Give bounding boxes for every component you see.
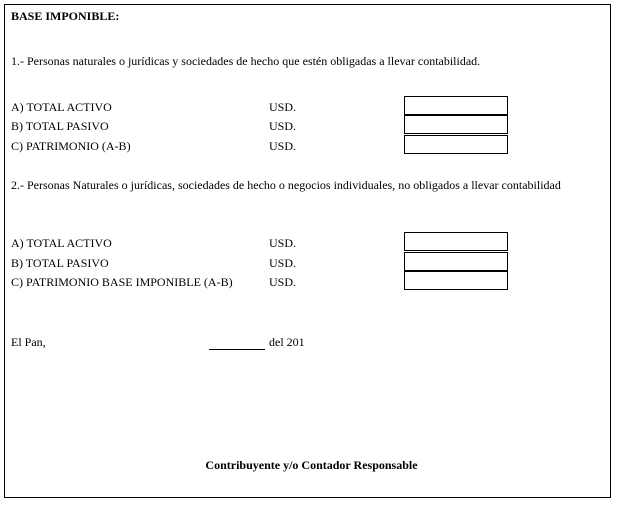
section-2-row-label: B) TOTAL PASIVO [11, 256, 109, 270]
total-activo-2-field[interactable] [404, 232, 508, 251]
section-1-heading: 1.- Personas naturales o jurídicas y sociedades de hecho que estén obligadas a llevar contabilidad. [11, 54, 481, 68]
patrimonio-1-field[interactable] [404, 135, 508, 154]
section-1-row-currency: USD. [269, 139, 297, 153]
section-1-row-label: A) TOTAL ACTIVO [11, 100, 112, 114]
section-1-row-label: C) PATRIMONIO (A-B) [11, 139, 131, 153]
section-2-row-currency: USD. [269, 256, 297, 270]
place-label: El Pan, [11, 335, 46, 349]
total-pasivo-1-field[interactable] [404, 115, 508, 134]
total-activo-1-field[interactable] [404, 96, 508, 115]
section-1-row-currency: USD. [269, 100, 297, 114]
date-blank-line[interactable] [209, 349, 265, 350]
section-2-row-currency: USD. [269, 236, 297, 250]
section-2-row-label: C) PATRIMONIO BASE IMPONIBLE (A-B) [11, 275, 233, 289]
year-suffix: del 201 [269, 335, 305, 349]
signature-caption: Contribuyente y/o Contador Responsable [205, 458, 418, 472]
section-2-row-currency: USD. [269, 275, 297, 289]
section-1-row-currency: USD. [269, 119, 297, 133]
total-pasivo-2-field[interactable] [404, 252, 508, 271]
section-2-row-label: A) TOTAL ACTIVO [11, 236, 112, 250]
section-1-row-label: B) TOTAL PASIVO [11, 119, 109, 133]
form-title: BASE IMPONIBLE: [11, 9, 120, 23]
form-frame [4, 4, 611, 498]
patrimonio-base-2-field[interactable] [404, 271, 508, 290]
section-2-heading: 2.- Personas Naturales o jurídicas, sociedades de hecho o negocios individuales, no obligados a llevar contabilidad [11, 178, 561, 192]
